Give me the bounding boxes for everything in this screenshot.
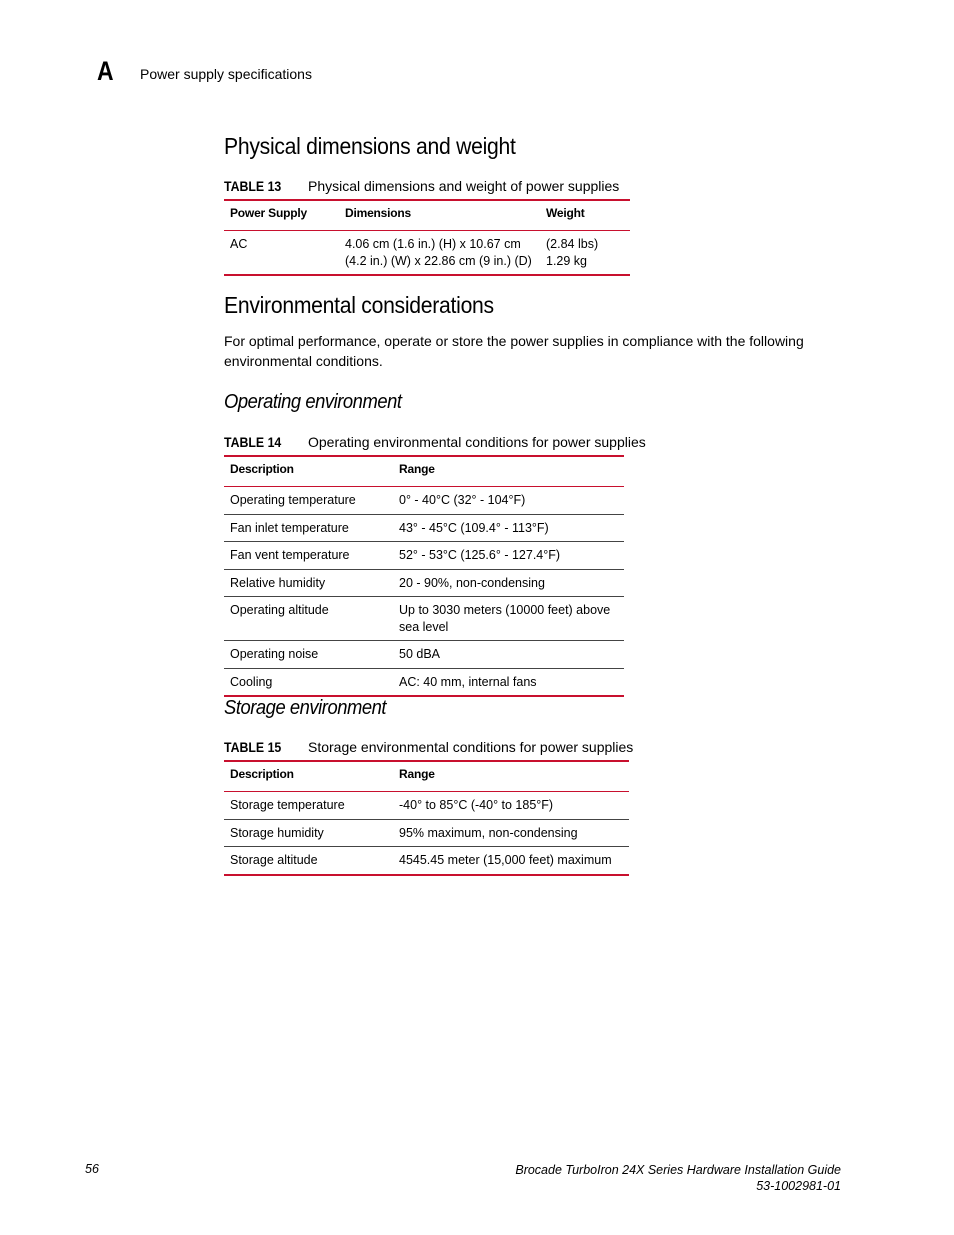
table-cell [540,231,630,276]
section-heading-environmental: Environmental considerations [224,292,494,318]
chapter-letter: A [97,56,114,86]
footer-doc-info [515,1162,841,1194]
table-header-row [224,456,624,487]
column-header: Description [224,456,393,487]
table-cell: 0° - 40°C (32° - 104°F) [393,487,624,515]
table-caption-text: Storage environmental conditions for power supplies [308,739,634,755]
table-cell: AC: 40 mm, internal fans [393,668,624,696]
table-cell: Fan inlet temperature [224,514,393,542]
running-title: Power supply specifications [140,66,312,82]
table-cell: Up to 3030 meters (10000 feet) above sea level [393,597,624,641]
column-header: Power Supply [224,200,339,231]
table-cell: Storage altitude [224,847,393,875]
table-cell: 52° - 53°C (125.6° - 127.4°F) [393,542,624,570]
subsection-heading-storage: Storage environment [224,697,387,719]
table-row [224,487,624,515]
table-number: TABLE 15 [224,739,282,755]
table-cell: Cooling [224,668,393,696]
table-cell [339,231,540,276]
operating-conditions-table [224,455,624,697]
table-cell: -40° to 85°C (-40° to 185°F) [393,792,629,820]
column-header: Range [393,761,629,792]
table-row [224,231,630,276]
intro-paragraph: For optimal performance, operate or store the power supplies in compliance with the following environmental conditions. [224,333,804,369]
table-header-row [224,200,630,231]
storage-conditions-table [224,760,629,876]
table-cell: AC [224,231,339,276]
column-header: Range [393,456,624,487]
table-cell: 4545.45 meter (15,000 feet) maximum [393,847,629,875]
table-row [224,514,624,542]
table-caption-14 [224,434,646,450]
table-header-row [224,761,629,792]
column-header: Weight [540,200,630,231]
table-row [224,792,629,820]
table-cell: 20 - 90%, non-condensing [393,569,624,597]
table-row [224,597,624,641]
section-heading-physical: Physical dimensions and weight [224,133,516,159]
footer-doc-title: Brocade TurboIron 24X Series Hardware Installation Guide [515,1163,841,1177]
dimensions-line: 4.06 cm (1.6 in.) (H) x 10.67 cm [345,237,521,251]
table-caption-15 [224,739,633,755]
table-cell: Operating altitude [224,597,393,641]
table-number: TABLE 13 [224,178,282,194]
table-row [224,641,624,669]
table-cell: Fan vent temperature [224,542,393,570]
table-number: TABLE 14 [224,434,282,450]
dimensions-line: (4.2 in.) (W) x 22.86 cm (9 in.) (D) [345,253,532,268]
weight-line: (2.84 lbs) [546,237,599,251]
page-number: 56 [85,1162,99,1176]
column-header: Dimensions [339,200,540,231]
table-cell: Relative humidity [224,569,393,597]
table-cell: Storage humidity [224,819,393,847]
weight-line: 1.29 kg [546,253,588,268]
table-cell: 43° - 45°C (109.4° - 113°F) [393,514,624,542]
table-row [224,847,629,875]
footer-doc-number: 53-1002981-01 [756,1179,841,1193]
table-caption-13 [224,178,619,194]
table-caption-text: Operating environmental conditions for power supplies [308,434,646,450]
physical-dimensions-table [224,199,630,276]
table-cell: 95% maximum, non-condensing [393,819,629,847]
table-caption-text: Physical dimensions and weight of power supplies [308,178,620,194]
table-row [224,569,624,597]
table-row [224,819,629,847]
column-header: Description [224,761,393,792]
table-row [224,668,624,696]
subsection-heading-operating: Operating environment [224,391,402,413]
table-cell: Storage temperature [224,792,393,820]
table-cell: Operating noise [224,641,393,669]
table-row [224,542,624,570]
table-cell: 50 dBA [393,641,624,669]
table-cell: Operating temperature [224,487,393,515]
